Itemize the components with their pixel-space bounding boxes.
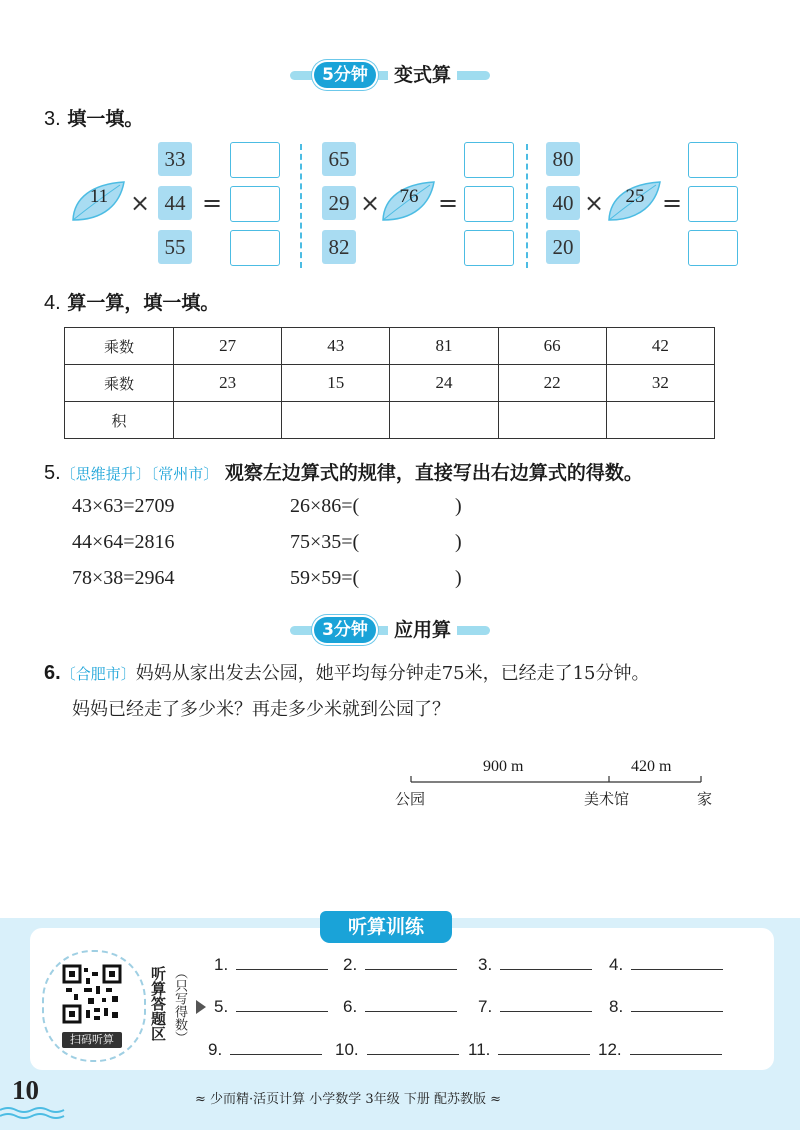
table-cell: 15 [282, 365, 390, 402]
multiplier-box: 40 [546, 186, 580, 220]
source-tag: 〔思维提升〕〔常州市〕 [60, 465, 219, 483]
section-title: 应用算 [388, 617, 457, 643]
wave-decoration [0, 1106, 70, 1120]
example-equation: 44×64=2816 [72, 531, 175, 553]
place-label: 公园 [395, 790, 426, 808]
table-cell: 81 [390, 328, 498, 365]
equals-sign: = [438, 189, 459, 217]
footer-text: ≈ 少而精·活页计算 小学数学 3年级 下册 配苏教版 ≈ [195, 1092, 501, 1107]
divider [526, 144, 528, 268]
answer-box[interactable] [688, 142, 738, 178]
answer-slot[interactable]: 5. [214, 997, 328, 1017]
page-number: 10 [12, 1075, 39, 1105]
section-time-badge: 3分钟 [314, 617, 376, 643]
answer-blank[interactable]: ) [455, 531, 462, 553]
row-label: 乘数 [65, 328, 174, 365]
table-cell: 43 [282, 328, 390, 365]
place-label: 家 [697, 790, 713, 808]
section-header-application [290, 617, 490, 643]
table-cell: 66 [498, 328, 606, 365]
section-title: 变式算 [388, 62, 457, 88]
answer-box[interactable] [464, 230, 514, 266]
multiplier-box: 20 [546, 230, 580, 264]
answer-slot[interactable]: 2. [343, 955, 457, 975]
leaf-number: 25 [606, 180, 664, 224]
distance-line [395, 756, 725, 816]
answer-blank[interactable]: ) [455, 495, 462, 517]
equals-sign: = [662, 189, 683, 217]
answer-slot[interactable]: 7. [478, 997, 592, 1017]
table-row [65, 365, 715, 402]
multiplier-box: 29 [322, 186, 356, 220]
multiplication-table [64, 327, 715, 439]
leaf-number: 76 [380, 180, 438, 224]
place-label: 美术馆 [584, 790, 630, 808]
table-cell: 23 [174, 365, 282, 402]
answer-cell[interactable] [390, 402, 498, 439]
answer-cell[interactable] [606, 402, 714, 439]
multiplier-box: 80 [546, 142, 580, 176]
listening-tab: 听算训练 [320, 911, 452, 943]
question-equation: 59×59=( [290, 567, 360, 589]
answer-slot[interactable]: 12. [598, 1040, 722, 1060]
answer-cell[interactable] [498, 402, 606, 439]
question-equation: 75×35=( [290, 531, 360, 553]
answer-slot[interactable]: 11. [468, 1040, 590, 1060]
equals-sign: = [202, 189, 223, 217]
answer-slot[interactable]: 6. [343, 997, 457, 1017]
source-tag: 〔合肥市〕 [60, 665, 136, 683]
multiplier-box: 55 [158, 230, 192, 264]
leaf-number: 11 [70, 180, 128, 224]
times-sign: × [360, 189, 381, 217]
answer-box[interactable] [230, 142, 280, 178]
answer-box[interactable] [688, 230, 738, 266]
distance-diagram [395, 756, 725, 816]
question-6-title: 6.〔合肥市〕妈妈从家出发去公园，她平均每分钟走75米，已经走了15分钟。 [44, 662, 650, 684]
example-equation: 78×38=2964 [72, 567, 175, 589]
answer-box[interactable] [464, 142, 514, 178]
answer-box[interactable] [230, 186, 280, 222]
divider [300, 144, 302, 268]
answer-cell[interactable] [174, 402, 282, 439]
answer-area-note: （只写得数） [172, 966, 187, 1044]
times-sign: × [584, 189, 605, 217]
answer-box[interactable] [688, 186, 738, 222]
multiplier-box: 82 [322, 230, 356, 264]
answer-cell[interactable] [282, 402, 390, 439]
row-label: 乘数 [65, 365, 174, 402]
table-cell: 27 [174, 328, 282, 365]
answer-slot[interactable]: 10. [335, 1040, 459, 1060]
qr-code-icon [62, 964, 122, 1024]
question-equation: 26×86=( [290, 495, 360, 517]
question-4-title: 4. 算一算，填一填。 [44, 292, 220, 314]
table-cell: 32 [606, 365, 714, 402]
multiplier-box: 65 [322, 142, 356, 176]
question-6-line2: 妈妈已经走了多少米？再走多少米就到公园了？ [72, 699, 450, 720]
table-row [65, 328, 715, 365]
answer-slot[interactable]: 1. [214, 955, 328, 975]
qr-code-area[interactable] [42, 950, 146, 1062]
answer-box[interactable] [230, 230, 280, 266]
answer-area-label: 听算答题区 [149, 966, 167, 1041]
answer-box[interactable] [464, 186, 514, 222]
answer-blank[interactable]: ) [455, 567, 462, 589]
answer-slot[interactable]: 4. [609, 955, 723, 975]
multiplier-box: 33 [158, 142, 192, 176]
answer-slot[interactable]: 9. [208, 1040, 322, 1060]
distance-label: 420 m [631, 758, 672, 775]
row-label: 积 [65, 402, 174, 439]
question-5-title: 5.〔思维提升〕〔常州市〕 观察左边算式的规律，直接写出右边算式的得数。 [44, 462, 643, 484]
arrow-icon [196, 1000, 206, 1014]
section-header-variant [290, 62, 490, 88]
answer-slot[interactable]: 8. [609, 997, 723, 1017]
question-3-title: 3. 填一填。 [44, 108, 144, 130]
example-equation: 43×63=2709 [72, 495, 175, 517]
distance-label: 900 m [483, 758, 524, 775]
answer-slot[interactable]: 3. [478, 955, 592, 975]
table-cell: 24 [390, 365, 498, 402]
scan-label: 扫码听算 [62, 1032, 122, 1048]
multiplier-box: 44 [158, 186, 192, 220]
section-time-badge: 5分钟 [314, 62, 376, 88]
times-sign: × [130, 189, 151, 217]
table-cell: 42 [606, 328, 714, 365]
table-row [65, 402, 715, 439]
table-cell: 22 [498, 365, 606, 402]
